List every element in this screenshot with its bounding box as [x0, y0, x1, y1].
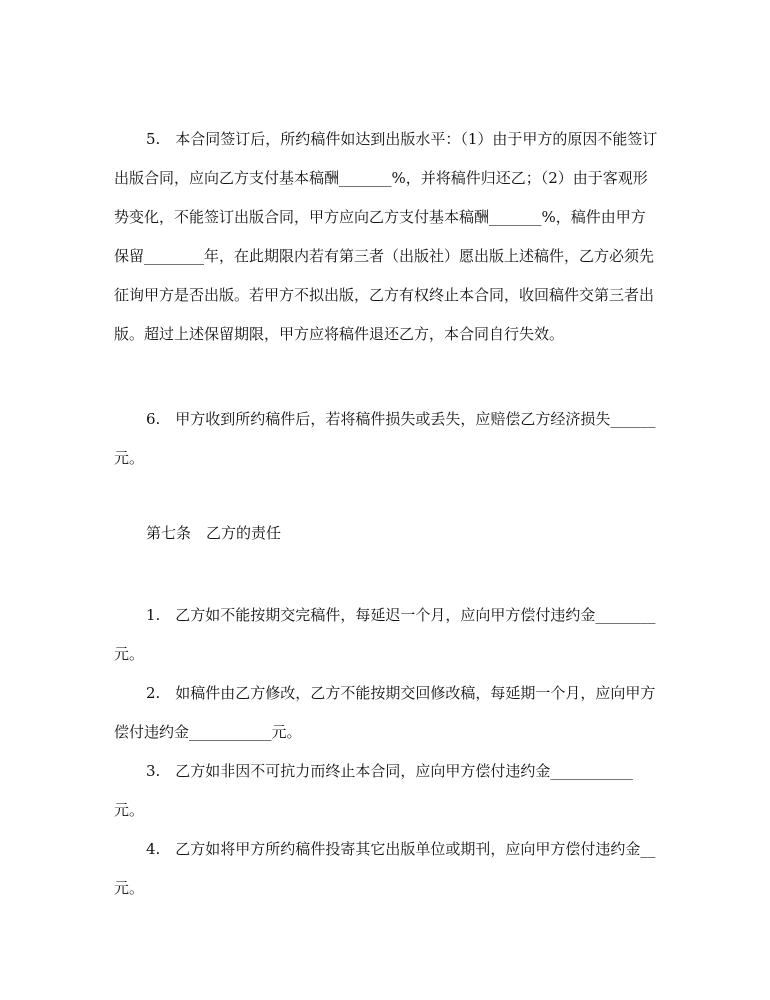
clause-5-paragraph: 5. 本合同签订后，所约稿件如达到出版水平：（1）由于甲方的原因不能签订出版合同，应向乙方支付基本稿酬_______%，并将稿件归还乙；（2）由于客观形势变化，不能签订出版合同，甲方应向乙方支付基本稿酬_______%，稿件由甲方保留________年，在此期限内若有第三者（出版社）愿出版上述稿件，乙方必须先征询甲方是否出版。若甲方不拟出版，乙方有权终止本合同，收回稿件交第三者出版。超过上述保留期限，甲方应将稿件退还乙方，本合同自行失效。: [114, 130, 658, 343]
article-seven-item-4: 4. 乙方如将甲方所约稿件投寄其它出版单位或期刊，应向甲方偿付违约金__元。: [114, 840, 656, 897]
article-seven-item-1: 1. 乙方如不能按期交完稿件，每延迟一个月，应向甲方偿付违约金________元。: [114, 606, 656, 663]
article-seven-heading: 第七条 乙方的责任: [146, 524, 282, 542]
clause-6-paragraph: 6. 甲方收到所约稿件后，若将稿件损失或丢失，应赔偿乙方经济损失______元。: [114, 410, 656, 467]
article-seven-item-3: 3. 乙方如非因不可抗力而终止本合同，应向甲方偿付违约金___________元。: [114, 762, 633, 819]
article-seven-item-2: 2. 如稿件由乙方修改，乙方不能按期交回修改稿，每延期一个月，应向甲方偿付违约金___________元。: [114, 684, 656, 741]
